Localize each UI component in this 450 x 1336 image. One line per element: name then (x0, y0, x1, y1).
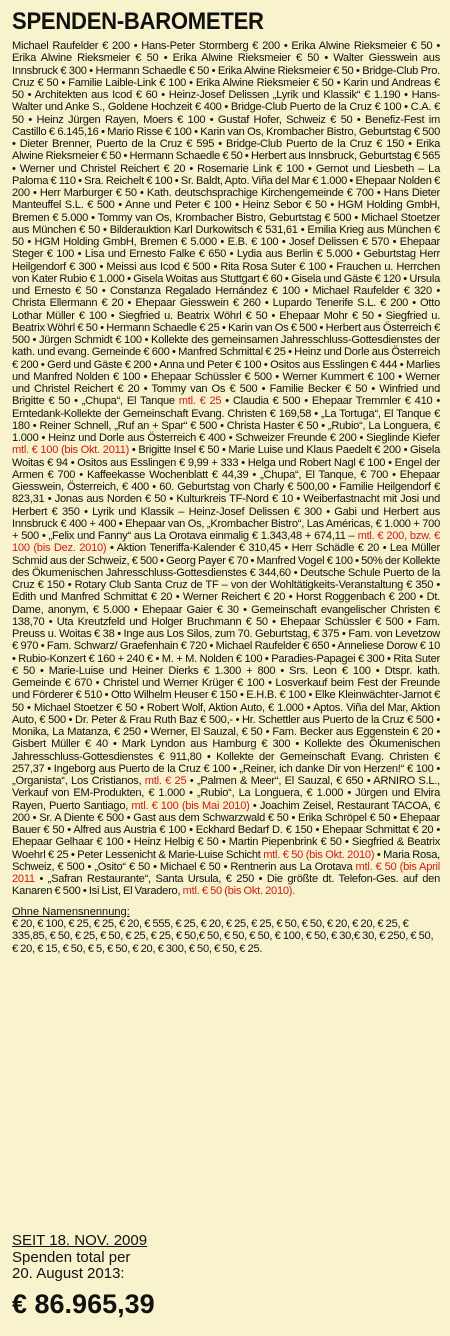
monthly-donation-highlight: mtl. € 100 (bis Mai 2010) (131, 799, 250, 812)
since-date: SEIT 18. NOV. 2009 (12, 1232, 148, 1249)
anonymous-donations: € 20, € 100, € 25, € 25, € 20, € 555, € 25, € 20, € 25, € 25, € 50, € 50, € 20, € 20, € 25, € 335,85, € 50, € 25, € 50, € 25, € 25, € 50,€ 50, € 50, € 50, € 100, € 50, € 30,€ 30, € 250, € 50, € 20, € 15, € 50, € 5, € 50, € 20, € 300, € 50, € 50, € 25. (12, 918, 434, 955)
anonymous-heading: Ohne Namensnennung: (12, 905, 130, 918)
donor-text-segment: • Brigitte Insel € 50 • Marie Luise und Klaus Paedelt € 200 • Gisela Woitas € 94 • Ositos aus Esslingen € 9,99 + 333 • Helga und Robert Nagl € 100 • Engel der Armen € 700 • Kaffeekasse Wochenblatt € 44,39 • „Chupa“, El Tanque, € 700 • Ehepaar Giesswein, Österreich, € 400 • 60. Geburtstag von Charly € 500,00 • Familie Heilgendorf € 823,31 • Jonas aus Norden € 50 • Kulturkreis TF-Nord € 10 • Weiberfastnacht mit Josi und Herbert € 350 • Lyrik und Klassik – Heinz-Josef Delissen € 300 • Gabi und Herbert aus Innsbruck € 400 + 400 • Ehepaar van Os, „Krombacher Bistro“, Las Américas, € 1.000 + 700 + 500 • „Felix und Fanny“ aus La Orotava einmalig € 1.343,48 + 674,11 – (12, 444, 440, 542)
total-label-line2: 20. August 2013: (12, 1265, 125, 1282)
total-block (12, 1232, 432, 1322)
monthly-donation-highlight: mtl. € 25 (144, 775, 187, 787)
monthly-donation-highlight: mtl. € 100 (bis Okt. 2011) (12, 444, 130, 457)
donor-text-segment: • „Palmen & Meer“, El Sauzal, € 650 • ARNIRO S.L., Verkauf von EM-Produkten, € 1.000 • „Rubio“, La Longuera, € 1.000 • Jürgen und Elvira Rayen, Puerto Santiago, (12, 775, 440, 812)
donor-text-segment: • „Safran Restaurante“, Santa Ursula, € 250 • Die größte dt. Telefon-Ges. auf den Kanaren € 500 • Isi List, El Varadero, (12, 873, 440, 898)
monthly-donation-highlight: mtl. € 200, bzw. € 100 (bis Dez. 2010) (12, 530, 440, 555)
page-title: SPENDEN-BAROMETER (12, 8, 264, 35)
donor-text-segment: • Claudia € 500 • Ehepaar Tremmler € 410 • Erntedank-Kollekte der Gemeinschaft Evang. Christen € 169,58 • „La Tortuga“, El Tanque € 180 • Reiner Schnell, „Ruf an + Spar“ € 500 • Christa Haster € 50 • „Rubio“, La Longuera, € 1.000 • Heinz und Dorle aus Österreich € 400 • Schweizer Freunde € 200 • Sieglinde Kiefer (12, 395, 440, 444)
total-amount: € 86.965,39 (12, 1289, 155, 1319)
monthly-donation-highlight: mtl. € 50 (bis Okt. 2010). (182, 885, 296, 898)
monthly-donation-highlight: mtl. € 25 (178, 395, 222, 408)
monthly-donation-highlight: mtl. € 50 (bis Okt. 2010) (263, 848, 375, 861)
donor-text-segment: Michael Raufelder € 200 • Hans-Peter Stormberg € 200 • Erika Alwine Rieksmeier € 50 • Erika Alwine Rieksmeier € 50 • Erika Alwine Rieksmeier € 50 • Walter Giesswein aus Innsbruck € 300 • Hermann Schaedle € 50 • Erika Alwine Rieksmeier € 50 • Bridge-Club Pro. Cruz € 50 • Familie Laible-Link € 100 • Erika Alwine Rieksmeier € 50 • Karin und Andreas € 50 • Architekten aus Icod € 60 • Heinz-Josef Delissen „Lyrik und Klassik“ € 1.190 • Hans-Walter und Anke S., Goldene Hochzeit € 400 • Bridge-Club Puerto de la Cruz € 100 • C.A. € 50 • Heinz Jürgen Rayen, Moers € 100 • Gustaf Hofer, Schweiz € 50 • Benefiz-Fest im Castillo € 6.145,16 • Mario Risse € 100 • Karin van Os, Krombacher Bistro, Geburtstag € 500 • Dieter Brenner, Puerto de la Cruz € 595 • Bridge-Club Puerto de la Cruz € 150 • Erika Alwine Rieksmeier € 50 • Hermann Schaedle € 50 • Herbert aus Innsbruck, Geburtstag € 565 • Werner und Christel Reichert € 20 • Rosemarie Link € 100 • Gernot und Liesbeth – La Paloma € 110 • Sra. Reichelt € 100 • Sr. Baldt, Apto. Viña del Mar € 1.000 • Ehepaar Nolden € 200 • Herr Marburger € 50 • Kath. deutschsprachige Kirchengemeinde € 700 • Hans Dieter Manteuffel S.L. € 500 • Anne und Peter € 100 • Heinz Sebor € 50 • HGM Holding GmbH, Bremen € 5.000 • Tommy van Os, Krombacher Bistro, Geburtstag € 500 • Michael Stoetzer aus München € 50 • Bilderauktion Karl Durkowitsch € 531,61 • Emilia Krieg aus München € 50 • HGM Holding GmbH, Bremen € 5.000 • E.B. € 100 • Josef Delissen € 570 • Ehepaar Steger € 100 • Lisa und Ernesto Falke € 650 • Lydia aus Berlin € 5.000 • Geburtstag Herr Heilgendorf € 300 • Meissi aus Icod € 500 • Rita Rosa Suter € 100 • Frauchen u. Herrchen von Kater Rubio € 1.000 • Gisela Woitas aus Stuttgart € 60 • Gisela und Gäste € 120 • Ursula und Ernesto € 50 • Constanza Regalado Hernández € 100 • Michael Raufelder € 320 • Christa Ellermann € 20 • Ehepaar Giesswein € 260 • Lupardo Tenerife S.L. € 200 • Otto Lothar Müller € 100 • Siegfried u. Beatrix Wöhrl € 50 • Ehepaar Mohr € 50 • Siegfried u. Beatrix Wöhrl € 50 • Hermann Schaedle € 25 • Karin van Os € 500 • Herbert aus Österreich € 500 • Jürgen Schmidt € 100 • Kollekte des gemeinsamen Jahresschluss-Gottesdienstes der kath. und evang. Gemeinde € 600 • Manfred Schmittal € 25 • Heinz und Dorle aus Österreich € 200 • Gerd und Gäste € 200 • Anna und Peter € 100 • Ositos aus Esslingen € 444 • Marlies und Manfred Nolden € 100 • Ehepaar Schüssler € 500 • Werner Kummert € 100 • Werner und Christel Reichert € 20 • Tommy van Os € 500 • Familie Becker € 50 • Winfried und Brigitte € 50 • „Chupa“, El Tanque (12, 40, 440, 408)
donor-list (12, 40, 440, 898)
donor-text-segment: • Joachim Zeisel, Restaurant TACOA, € 200 • Sr. A Diente € 500 • Gast aus dem Schwarzwald € 50 • Erika Schröpel € 50 • Ehepaar Bauer € 50 • Alfred aus Austria € 100 • Eckhard Bedarf D. € 150 • Ehepaar Schmittat € 20 • Ehepaar Gelhaar € 100 • Heinz Helbig € 50 • Martin Piepenbrink € 50 • Siegfried & Beatrix Woehrl € 25 • Peter Lessenicht & Marie-Luise Schicht (12, 799, 440, 861)
total-label-line1: Spenden total per (12, 1249, 131, 1266)
monthly-donation-highlight: mtl. € 50 (bis April 2011 (12, 860, 440, 885)
donor-text-segment: • Aktion Teneriffa-Kalender € 310,45 • Herr Schädle € 20 • Lea Müller Schmid aus der Schweiz, € 500 • Georg Payer € 70 • Manfred Vogel € 100 • 50% der Kollekte des Ökumenischen Jahresschluss-Gottesdienstes € 344,60 • Deutsche Schule Puerto de la Cruz € 150 • Rotary Club Santa Cruz de TF – von der Wohltätigkeits-Veranstaltung € 350 • Edith und Manfred Schmittat € 20 • Werner Reichert € 20 • Horst Roggenbach € 200 • Dt. Dame, anonym, € 5.000 • Ehepaar Gaier € 30 • Gemeinschaft evangelischer Christen € 138,70 • Uta Kreutzfeld und Holger Bruchmann € 50 • Ehepaar Schüssler € 500 • Fam. Preuss u. Woitas € 38 • Inge aus Los Silos, zum 70. Geburtstag, € 375 • Fam. von Levetzow € 970 • Fam. Schwarz/ Graefenhain € 720 • Michael Raufelder € 650 • Anneliese Dorow € 10 • Rubio-Konzert € 160 + 240 € • M. + M. Nolden € 100 • Paradies-Papagei € 300 • Rita Suter € 50 • Marie-Luise und Heiner Dierks € 1.300 + 800 • Srs. Leon € 100 • Dtspr. kath. Gemeinde € 670 • Christel und Werner Krüger € 100 • Losverkauf beim Fest der Freunde und Förderer € 510 • Otto Wilhelm Heuser € 150 • E.H.B. € 100 • Elke Kleinwächter-Jarnot € 50 • Michael Stoetzer € 50 • Robert Wolf, Aktion Auto, € 1.000 • Aptos. Viña del Mar, Aktion Auto, € 500 • Dr. Peter & Frau Ruth Baz € 500,- • Hr. Schettler aus Puerto de la Cruz € 500 • Monika, La Matanza, € 250 • Werner, El Sauzal, € 50 • Fam. Becker aus Eggenstein € 20 • Gisbert Müller € 40 • Mark Lyndon aus Hamburg € 300 • Kollekte des Ökumenischen Jahresschluss-Gottesdienstes € 911,80 • Kollekte der Gemeinschaft Evang. Christen € 257,37 • Ingeborg aus Puerto de la Cruz € 100 • „Reiner, ich danke Dir von Herzen!“ € 100 • „Organista“, Los Cristianos, (12, 542, 440, 787)
donor-text-segment: • Maria Rosa, Schweiz, € 500 • „Osito“ € 50 • Michael € 50 • Rentnerin aus La Orotava (12, 848, 440, 873)
